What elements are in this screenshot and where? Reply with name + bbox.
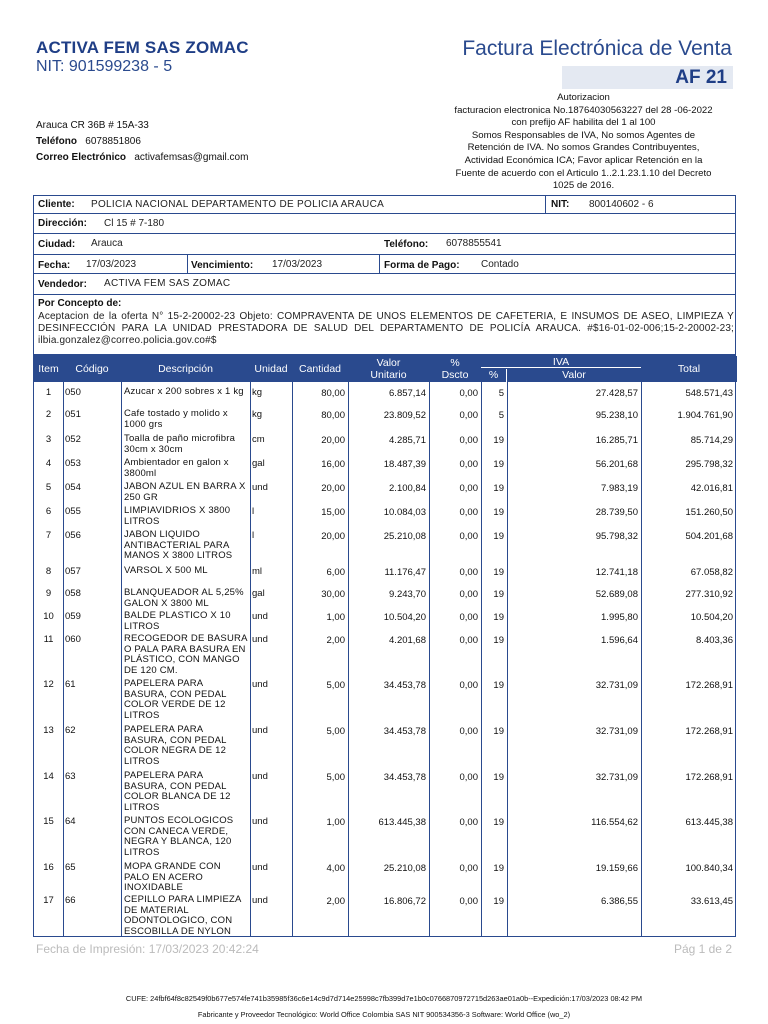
cell-cantidad: 5,00 [326,680,345,691]
cell-iva-pct: 5 [498,410,504,421]
cell-item: 10 [43,611,54,622]
cell-valor: 34.453,78 [383,772,426,783]
cell-valor: 10.504,20 [383,612,426,623]
cell-iva-pct: 19 [493,459,504,470]
client-name: POLICIA NACIONAL DEPARTAMENTO DE POLICIA ARAUCA [91,199,385,210]
cell-total: 67.058,82 [690,567,733,578]
company-contact [36,118,248,166]
cell-item: 6 [45,506,52,517]
cell-codigo: 63 [65,771,76,782]
cell-cantidad: 15,00 [321,507,345,518]
cell-dscto: 0,00 [459,680,478,691]
cell-iva-valor: 27.428,57 [595,388,638,399]
cell-iva-pct: 19 [493,612,504,623]
cell-item: 12 [43,679,54,690]
auth-line: Actividad Económica ICA; Favor aplicar Retención en la [464,154,703,166]
cell-cantidad: 5,00 [326,772,345,783]
cell-desc: PAPELERA PARA BASURA, CON PEDAL COLOR NEGRA DE 12 LITROS [124,724,227,767]
address-label: Dirección: [38,218,87,229]
print-date: Fecha de Impresión: 17/03/2023 20:42:24 [36,942,259,956]
header-unit-value [348,356,429,382]
cell-valor: 2.100,84 [389,483,426,494]
cell-desc: Azucar x 200 sobres x 1 kg [124,386,244,397]
cell-iva-valor: 95.798,32 [595,531,638,542]
cell-unidad: und [252,482,268,493]
cell-valor: 34.453,78 [383,726,426,737]
cell-iva-pct: 19 [493,507,504,518]
cell-codigo: 052 [65,434,81,445]
company-address: Arauca CR 36B # 15A-33 [36,120,149,131]
cell-desc: PUNTOS ECOLOGICOS CON CANECA VERDE, NEGRA Y BLANCA, 120 LITROS [124,815,234,858]
cell-iva-valor: 32.731,09 [595,680,638,691]
cell-codigo: 054 [65,482,81,493]
cell-unidad: und [252,725,268,736]
cell-codigo: 056 [65,530,81,541]
header-description: Descripción [121,356,250,382]
seller-name: ACTIVA FEM SAS ZOMAC [104,278,231,289]
payment-label: Forma de Pago: [384,260,460,271]
cell-valor: 4.285,71 [389,435,426,446]
document-title: Factura Electrónica de Venta [462,37,732,60]
cell-total: 172.268,91 [685,726,733,737]
cell-dscto: 0,00 [459,863,478,874]
auth-line: Fuente de acuerdo con el Articulo 1..2.1.23.1.10 del Decreto [455,167,712,179]
cell-cantidad: 20,00 [321,435,345,446]
header-quantity: Cantidad [292,356,348,382]
cell-iva-valor: 7.983,19 [601,483,638,494]
cell-total: 1.904.761,90 [677,410,733,421]
client-nit-label: NIT: [551,199,570,210]
cell-desc: MOPA GRANDE CON PALO EN ACERO INOXIDABLE [124,861,221,893]
phone-label: Teléfono [36,136,77,147]
cell-desc: Ambientador en galon x 3800ml [124,457,229,479]
seller-label: Vendedor: [38,279,87,290]
cell-cantidad: 80,00 [321,388,345,399]
cell-iva-pct: 19 [493,680,504,691]
cell-total: 548.571,43 [685,388,733,399]
cell-codigo: 055 [65,506,81,517]
header-unit-value-1: Valor [376,357,401,369]
cell-cantidad: 30,00 [321,589,345,600]
cell-total: 172.268,91 [685,772,733,783]
cell-valor: 25.210,08 [383,531,426,542]
cell-item: 17 [43,895,54,906]
auth-line: facturacion electronica No.18764030563227 del 28 -06-2022 [454,104,713,116]
concept-text: Aceptacion de la oferta N° 15-2-20002-23 Objeto: COMPRAVENTA DE UNOS ELEMENTOS DE CAFETERIA, E INSUMOS DE ASEO, LIMPIEZA Y DESINFECCIÓN PARA LA UNIDAD PRESTADORA DE SALUD DEL DEPARTAMENTO DE POLICÍA ARAUCA. #$16-01-02-006;15-2-20002-23; ilbia.gonzalez@correo.policia.gov.co#$ [38,311,734,346]
cell-dscto: 0,00 [459,388,478,399]
cell-dscto: 0,00 [459,483,478,494]
cell-total: 295.798,32 [685,459,733,470]
client-address: Cl 15 # 7-180 [104,218,165,229]
cell-total: 100.840,34 [685,863,733,874]
page-number: Pág 1 de 2 [673,942,732,956]
concept-label: Por Concepto de: [38,298,122,309]
invoice-number: AF 21 [562,66,733,89]
cell-dscto: 0,00 [459,507,478,518]
date-label: Fecha: [38,260,71,271]
cell-item: 11 [43,634,54,645]
cell-desc: Toalla de paño microfibra 30cm x 30cm [124,433,236,455]
cell-desc: VARSOL X 500 ML [124,565,208,576]
cell-cantidad: 4,00 [326,863,345,874]
header-unit-value-2: Unitario [370,369,407,381]
cell-unidad: und [252,816,268,827]
cell-iva-pct: 19 [493,567,504,578]
cell-item: 1 [45,387,52,398]
cell-dscto: 0,00 [459,635,478,646]
header-discount-1: % [450,357,460,369]
authorization-text [432,92,735,193]
cell-iva-valor: 116.554,62 [591,817,638,828]
cell-iva-valor: 6.386,55 [601,896,638,907]
cell-codigo: 058 [65,588,81,599]
cell-item: 8 [45,566,52,577]
cell-codigo: 61 [65,679,76,690]
cell-iva-valor: 16.285,71 [595,435,638,446]
cell-iva-pct: 19 [493,772,504,783]
cell-dscto: 0,00 [459,435,478,446]
auth-line: 1025 de 2016. [552,180,615,192]
cell-dscto: 0,00 [459,531,478,542]
header-iva-pct: % [481,369,507,382]
cell-total: 613.445,38 [685,817,733,828]
header-iva-value: Valor [562,369,586,381]
cell-codigo: 053 [65,458,81,469]
cell-cantidad: 6,00 [326,567,345,578]
cell-codigo: 65 [65,862,76,873]
cell-valor: 6.857,14 [389,388,426,399]
cell-dscto: 0,00 [459,726,478,737]
cell-desc: BLANQUEADOR AL 5,25% GALON X 3800 ML [124,587,244,609]
auth-line: Autorizacion [557,92,610,103]
cell-cantidad: 1,00 [326,612,345,623]
cell-item: 15 [43,816,54,827]
cell-iva-pct: 19 [493,635,504,646]
cell-unidad: und [252,679,268,690]
cell-item: 14 [43,771,54,782]
cell-unidad: kg [252,409,263,420]
cell-total: 151.260,50 [685,507,733,518]
cell-item: 2 [45,409,52,420]
cell-codigo: 051 [65,409,81,420]
cell-unidad: ml [252,566,263,577]
cell-valor: 23.809,52 [383,410,426,421]
cell-desc: LIMPIAVIDRIOS X 3800 LITROS [124,505,231,527]
cell-item: 5 [45,482,52,493]
client-phone: 6078855541 [446,238,502,249]
client-info [33,195,736,355]
cell-valor: 18.487,39 [383,459,426,470]
cell-total: 33.613,45 [690,896,733,907]
header-discount [429,356,481,382]
cell-dscto: 0,00 [459,589,478,600]
invoice-date: 17/03/2023 [86,259,137,270]
header-code: Código [63,356,121,382]
cell-total: 504.201,68 [685,531,733,542]
cell-desc: PAPELERA PARA BASURA, CON PEDAL COLOR BLANCA DE 12 LITROS [124,770,231,813]
cell-iva-valor: 56.201,68 [595,459,638,470]
cell-iva-pct: 19 [493,817,504,828]
cell-item: 3 [45,434,52,445]
cell-iva-valor: 32.731,09 [595,772,638,783]
cell-unidad: und [252,895,268,906]
cell-iva-pct: 19 [493,863,504,874]
cell-unidad: und [252,771,268,782]
cell-dscto: 0,00 [459,896,478,907]
client-phone-label: Teléfono: [384,239,429,250]
cell-item: 7 [45,530,52,541]
cell-item: 4 [45,458,52,469]
due-date: 17/03/2023 [272,259,323,270]
cell-desc: CEPILLO PARA LIMPIEZA DE MATERIAL ODONTOLOGICO, CON ESCOBILLA DE NYLON [124,894,242,937]
cell-cantidad: 1,00 [326,817,345,828]
cell-total: 42.016,81 [690,483,733,494]
header-discount-2: Dscto [441,369,469,381]
cell-dscto: 0,00 [459,459,478,470]
cell-cantidad: 2,00 [326,896,345,907]
auth-line: Somos Responsables de IVA, No somos Agentes de [471,129,696,141]
cell-valor: 25.210,08 [383,863,426,874]
cell-total: 8.403,36 [696,635,733,646]
cell-valor: 9.243,70 [389,589,426,600]
cufe-code: CUFE: 24fbf64f8c82549f0b677e574fe741b35985f36c6e14c9d7d714e25998c7fb399d7e1b0c0766870972715d263ae01a0b--Expedición:17/03/2023 08:42 PM [125,994,643,1003]
cell-iva-pct: 19 [493,589,504,600]
cell-unidad: und [252,862,268,873]
cell-unidad: cm [252,434,265,445]
cell-desc: PAPELERA PARA BASURA, CON PEDAL COLOR VERDE DE 12 LITROS [124,678,227,721]
cell-desc: Cafe tostado y molido x 1000 grs [124,408,228,430]
cell-codigo: 64 [65,816,76,827]
cell-desc: JABON AZUL EN BARRA X 250 GR [124,481,246,503]
city-label: Ciudad: [38,239,76,250]
cell-total: 172.268,91 [685,680,733,691]
cell-codigo: 059 [65,611,81,622]
cell-codigo: 62 [65,725,76,736]
header-unit: Unidad [250,356,292,382]
cell-unidad: und [252,611,268,622]
cell-iva-pct: 19 [493,483,504,494]
cell-desc: JABON LIQUIDO ANTIBACTERIAL PARA MANOS X 3800 LITROS [124,529,233,561]
cell-total: 85.714,29 [690,435,733,446]
cell-unidad: gal [252,588,265,599]
cell-total: 277.310,92 [685,589,733,600]
payment-method: Contado [481,259,519,270]
cell-iva-valor: 95.238,10 [595,410,638,421]
cell-item: 9 [45,588,52,599]
cell-iva-pct: 19 [493,896,504,907]
cell-unidad: kg [252,387,263,398]
cell-desc: BALDE PLASTICO X 10 LITROS [124,610,231,632]
cell-cantidad: 80,00 [321,410,345,421]
cell-dscto: 0,00 [459,817,478,828]
cell-unidad: gal [252,458,265,469]
cell-iva-valor: 52.689,08 [595,589,638,600]
company-phone: 6078851806 [85,136,141,147]
cell-iva-valor: 1.995,80 [601,612,638,623]
cell-iva-valor: 1.596,64 [601,635,638,646]
client-label: Cliente: [38,199,75,210]
cell-cantidad: 16,00 [321,459,345,470]
cell-valor: 34.453,78 [383,680,426,691]
cell-dscto: 0,00 [459,567,478,578]
cell-cantidad: 20,00 [321,531,345,542]
technology-provider: Fabricante y Proveedor Tecnológico: World Office Colombia SAS NIT 900534356-3 Software: World Office (wo_2) [197,1010,571,1019]
cell-iva-pct: 19 [493,435,504,446]
company-email: activafemsas@gmail.com [134,152,249,163]
cell-codigo: 66 [65,895,76,906]
cell-unidad: l [252,506,255,517]
cell-unidad: und [252,634,268,645]
cell-iva-pct: 19 [493,531,504,542]
auth-line: Retención de IVA. No somos Grandes Contribuyentes, [467,142,700,154]
cell-cantidad: 20,00 [321,483,345,494]
cell-valor: 613.445,38 [378,817,426,828]
due-date-label: Vencimiento: [191,260,254,271]
items-table [33,355,736,937]
client-city: Arauca [91,238,123,249]
cell-codigo: 050 [65,387,81,398]
cell-item: 13 [43,725,54,736]
cell-iva-valor: 12.741,18 [595,567,638,578]
cell-iva-valor: 32.731,09 [595,726,638,737]
cell-iva-valor: 19.159,66 [595,863,638,874]
cell-total: 10.504,20 [690,612,733,623]
cell-valor: 16.806,72 [383,896,426,907]
header-item: Item [34,356,63,382]
cell-desc: RECOGEDOR DE BASURA O PALA PARA BASURA EN PLÁSTICO, CON MANGO DE 120 CM. [124,633,248,676]
cell-valor: 10.084,03 [383,507,426,518]
auth-line: con prefijo AF habilita del 1 al 100 [511,117,656,129]
cell-iva-pct: 5 [498,388,504,399]
cell-dscto: 0,00 [459,612,478,623]
header-iva: IVA [481,356,641,368]
cell-codigo: 057 [65,566,81,577]
cell-dscto: 0,00 [459,772,478,783]
cell-dscto: 0,00 [459,410,478,421]
cell-unidad: l [252,530,255,541]
company-name: ACTIVA FEM SAS ZOMAC [36,38,249,57]
cell-codigo: 060 [65,634,81,645]
cell-cantidad: 2,00 [326,635,345,646]
cell-iva-valor: 28.739,50 [595,507,638,518]
cell-valor: 11.176,47 [384,567,426,578]
client-nit: 800140602 - 6 [589,199,654,210]
email-label: Correo Electrónico [36,152,127,163]
cell-cantidad: 5,00 [326,726,345,737]
cell-item: 16 [43,862,54,873]
header-total: Total [641,356,737,382]
cell-valor: 4.201,68 [389,635,426,646]
company-nit: NIT: 901599238 - 5 [36,58,173,75]
cell-iva-pct: 19 [493,726,504,737]
header-iva-group [481,356,641,382]
